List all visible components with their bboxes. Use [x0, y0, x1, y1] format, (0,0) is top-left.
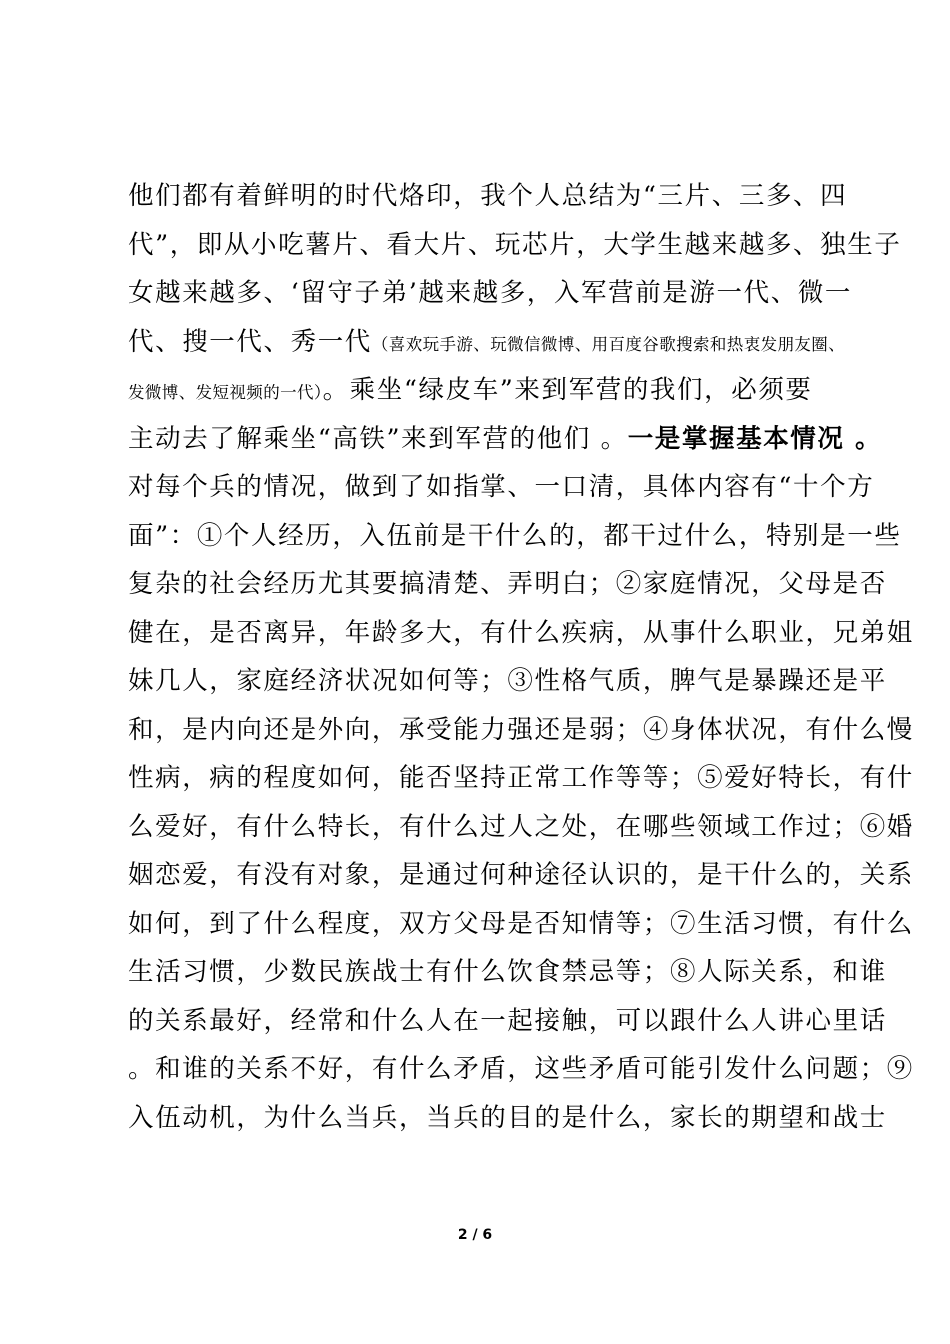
text-line: [128, 415, 883, 464]
text-line: 他们都有着鲜明的时代烙印，我个人总结为“三片、三多、四: [128, 181, 848, 211]
text-line: 么爱好，有什么特长，有什么过人之处，在哪些领域工作过；⑥婚: [128, 811, 914, 842]
text-line: [128, 366, 838, 415]
body-text: [128, 172, 914, 1142]
text-line: 。和谁的关系不好，有什么矛盾，这些矛盾可能引发什么问题；⑨: [128, 1054, 914, 1084]
text-line: 复杂的社会经历尤其要搞清楚、弄明白；②家庭情况，父母是否: [128, 569, 887, 599]
text-segment: 代、搜一代、秀一代: [128, 326, 372, 357]
page-number: 2 / 6: [457, 1227, 493, 1243]
text-line: 如何，到了什么程度，双方父母是否知情等；⑦生活习惯，有什么: [128, 908, 914, 939]
text-line: 女越来越多、‘留守子弟’越来越多，入军营前是游一代、微一: [128, 278, 853, 308]
text-line: 和，是内向还是外向，承受能力强还是弱；④身体状况，有什么慢: [128, 714, 914, 745]
text-line: [128, 318, 846, 367]
text-line: 健在，是否离异，年龄多大，有什么疾病，从事什么职业，兄弟姐: [128, 617, 914, 648]
section-heading: 一是掌握基本情况 。: [627, 423, 883, 454]
text-line: 姻恋爱，有没有对象，是通过何种途径认识的，是干什么的，关系: [128, 860, 914, 890]
text-segment: 主动去了解乘坐“高铁”来到军营的他们 。: [128, 423, 628, 454]
text-segment: 。乘坐“绿皮车”来到军营的我们，必须要: [322, 375, 813, 405]
text-line: 生活习惯，少数民族战士有什么饮食禁忌等；⑧人际关系，和谁: [128, 957, 887, 987]
text-line: 性病，病的程度如何，能否坚持正常工作等等；⑤爱好特长，有什: [128, 763, 914, 793]
text-line: 妹几人，家庭经济状况如何等；③性格气质，脾气是暴躁还是平: [128, 666, 887, 696]
parenthetical-note: （喜欢玩手游、玩微信微博、用百度谷歌搜索和热衷发朋友圈、: [371, 334, 846, 354]
text-line: 入伍动机，为什么当兵，当兵的目的是什么，家长的期望和战士: [128, 1102, 887, 1133]
text-line: 的关系最好，经常和什么人在一起接触，可以跟什么人讲心里话: [128, 1005, 887, 1036]
parenthetical-note: 发微博、发短视频的一代）: [128, 383, 323, 402]
text-line: 对每个兵的情况，做到了如指掌、一口清，具体内容有“十个方: [128, 472, 875, 502]
text-line: 代”，即从小吃薯片、看大片、玩芯片，大学生越来越多、独生子: [128, 229, 902, 260]
text-line: 面”：①个人经历，入伍前是干什么的，都干过什么，特别是一些: [128, 520, 902, 551]
